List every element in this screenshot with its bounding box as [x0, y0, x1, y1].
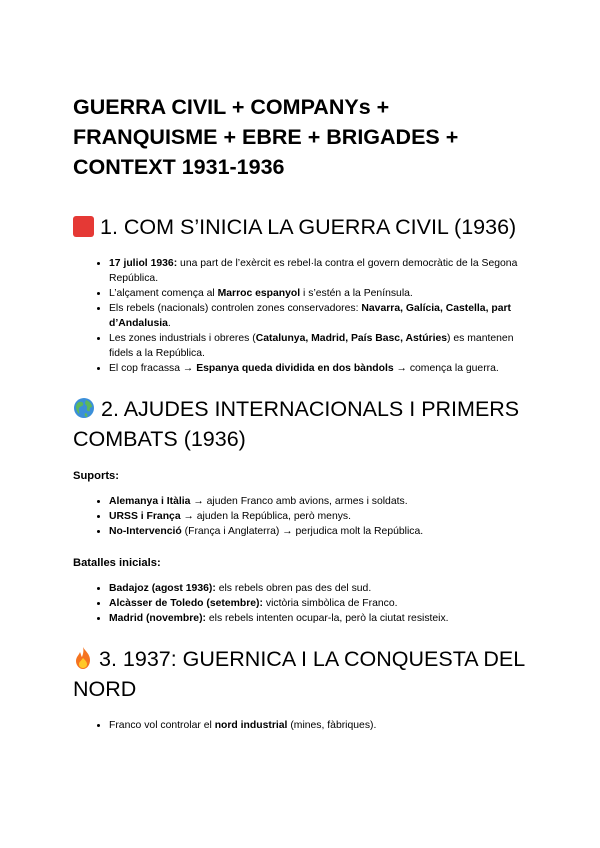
section-3-list — [73, 718, 533, 733]
subheading-batalles: Batalles inicials: — [73, 557, 161, 569]
document-title: GUERRA CIVIL + COMPANYs + FRANQUISME + EBRE + BRIGADES + CONTEXT 1931-1936 — [73, 95, 459, 179]
list-item: • Madrid (novembre): els rebels intenten ocupar-la, però la ciutat resisteix. — [109, 611, 533, 626]
section-1-list — [73, 256, 533, 376]
section-heading-3 — [73, 644, 533, 704]
list-item: • URSS i França → ajuden la República, però menys. — [109, 509, 533, 524]
section-heading-1 — [73, 212, 533, 242]
list-item: • Badajoz (agost 1936): els rebels obren pas des del sud. — [109, 581, 533, 596]
section-2-list-1 — [73, 494, 533, 539]
list-item: • L’alçament comença al Marroc espanyol i s’estén a la Península. — [109, 286, 533, 301]
document-page — [73, 92, 533, 751]
section-2-list-2 — [73, 581, 533, 626]
section-heading-2-text: 2. AJUDES INTERNACIONALS I PRIMERS COMBATS (1936) — [73, 397, 520, 451]
red-square-icon — [73, 216, 94, 237]
list-item: • El cop fracassa → Espanya queda dividida en dos bàndols → comença la guerra. — [109, 361, 533, 376]
list-item: • 17 juliol 1936: una part de l’exèrcit es rebel·la contra el govern democràtic de la Segona República. — [109, 256, 533, 286]
section-heading-1-text: 1. COM S’INICIA LA GUERRA CIVIL (1936) — [100, 215, 517, 239]
list-item: • No-Intervenció (França i Anglaterra) → perjudica molt la República. — [109, 524, 533, 539]
list-item: • Alcàsser de Toledo (setembre): victòria simbòlica de Franco. — [109, 596, 533, 611]
list-item: • Les zones industrials i obreres (Catalunya, Madrid, País Basc, Astúries) es mantenen fidels a la República. — [109, 331, 533, 361]
globe-icon — [73, 397, 95, 419]
fire-icon — [73, 646, 93, 670]
list-item: • Franco vol controlar el nord industrial (mines, fàbriques). — [109, 718, 533, 733]
section-heading-3-text: 3. 1937: GUERNICA I LA CONQUESTA DEL NORD — [73, 647, 525, 701]
list-item: • Els rebels (nacionals) controlen zones conservadores: Navarra, Galícia, Castella, part d’Andalusia. — [109, 301, 533, 331]
list-item: • Alemanya i Itàlia → ajuden Franco amb avions, armes i soldats. — [109, 494, 533, 509]
subheading-suports: Suports: — [73, 470, 119, 482]
section-heading-2 — [73, 394, 533, 454]
